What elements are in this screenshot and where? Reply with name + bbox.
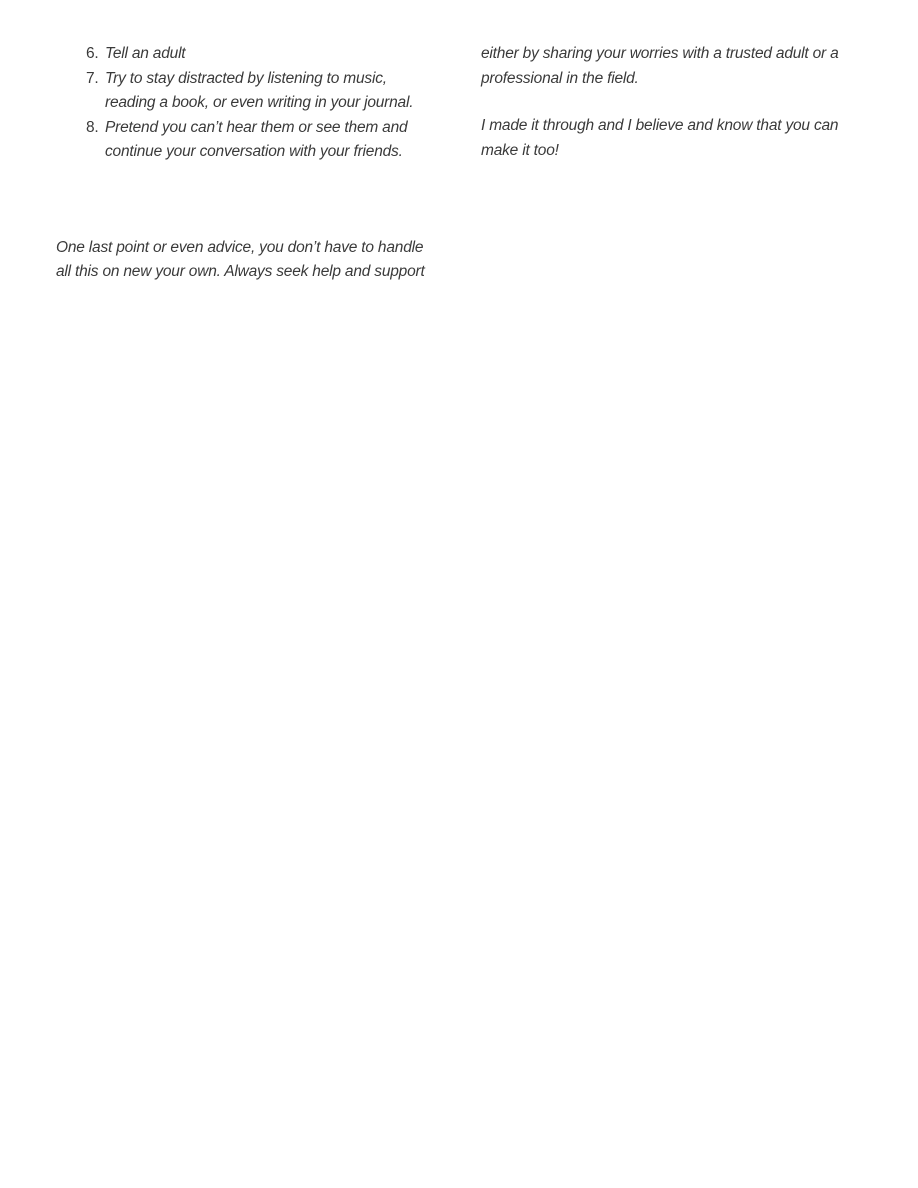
advice-paragraph-end: either by sharing your worries with a trusted adult or a professional in the field. [481,45,839,87]
closing-paragraph: I made it through and I believe and know that you can make it too! [481,117,839,159]
list-item [86,67,438,116]
advice-paragraph-start: One last point or even advice, you don’t have to handle all this on new your own. Always seek help and support [56,238,425,280]
list-item-text: Pretend you can’t hear them or see them and continue your conversation with your friends. [105,118,408,160]
left-column [56,42,438,285]
list-item-number: 8. [86,118,99,136]
list-item [86,116,438,165]
list-item-number: 6. [86,45,99,62]
list-item-text: Try to stay distracted by listening to music, reading a book, or even writing in your journal. [105,69,414,111]
list-item [86,42,438,67]
list-item-number: 7. [86,69,99,87]
right-column [481,42,863,163]
list-item-text: Tell an adult [105,45,186,62]
tips-list [56,42,438,165]
